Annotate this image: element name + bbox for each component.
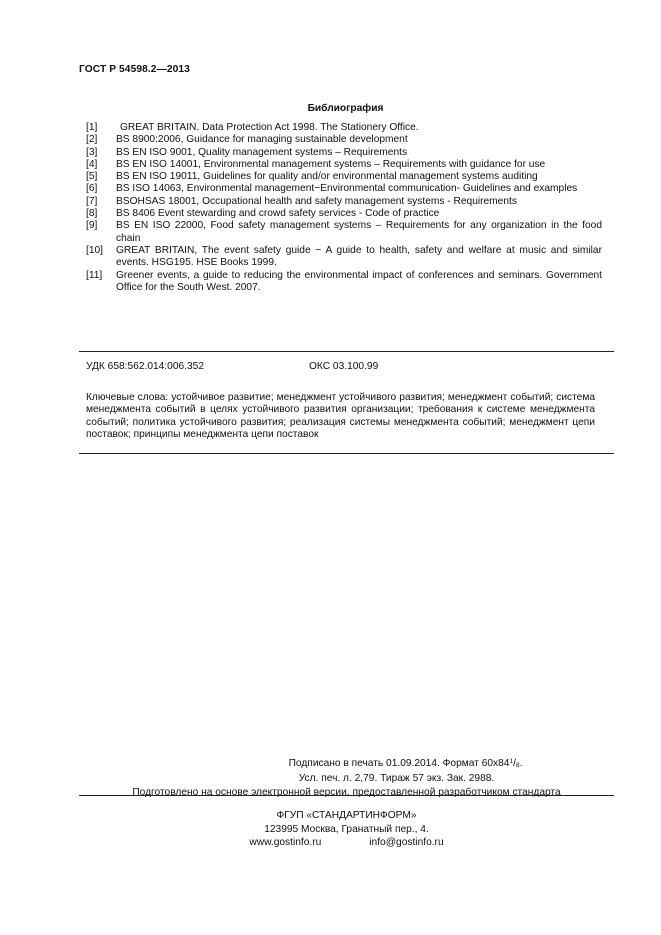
bibliography-item-number: [8]	[86, 208, 98, 220]
bibliography-item	[86, 134, 602, 146]
bibliography-item-text: BS ISO 14063, Environmental management−Environmental communication- Guidelines and examples	[116, 183, 578, 195]
bibliography-item-number: [5]	[86, 171, 98, 183]
imprint	[79, 755, 614, 799]
bibliography-item-text: GREAT BRITAIN. Data Protection Act 1998. The Stationery Office.	[120, 122, 419, 133]
bibliography-item-text: BS EN ISO 22000, Food safety management systems – Requirements for any organization in the food chain	[116, 220, 602, 244]
bibliography-item	[86, 147, 602, 159]
bibliography-item-text: BS 8900:2006, Guidance for managing sustainable development	[116, 134, 408, 146]
bibliography-item	[86, 183, 602, 195]
publisher-contacts	[79, 836, 614, 850]
print-info: Усл. печ. л. 2,79. Тираж 57 экз. Зак. 2988.	[298, 773, 495, 785]
bibliography-item-number: [2]	[86, 134, 98, 146]
publisher-name: ФГУП «СТАНДАРТИНФОРМ»	[276, 810, 417, 821]
oks-code: ОКС 03.100.99	[309, 361, 379, 372]
prepared-note: Подготовлено на основе электронной версии, предоставленной разработчиком стандарта	[132, 786, 561, 798]
bibliography-item	[86, 196, 602, 208]
bibliography-item	[86, 159, 602, 171]
bibliography-item-number: [1]	[86, 122, 98, 133]
bibliography-item-text: BS EN ISO 9001, Quality management systems – Requirements	[116, 146, 408, 158]
bibliography-item-number: [7]	[86, 195, 98, 207]
bibliography-item	[86, 245, 602, 270]
format-numerator: 1	[509, 758, 514, 765]
standard-code: ГОСТ Р 54598.2—2013	[79, 64, 190, 75]
website-link[interactable]: www.gostinfo.ru	[249, 837, 322, 848]
bibliography-item-number: [11]	[86, 269, 103, 281]
bibliography-list	[86, 122, 602, 294]
bibliography-item-text: BS EN ISO 19011, Guidelines for quality and/or environmental management systems auditing	[116, 171, 538, 183]
bibliography-title: Библиография	[307, 103, 384, 114]
bibliography-item-text: BS 8406 Event stewarding and crowd safety services - Code of practice	[116, 208, 440, 220]
bibliography-item-number: [3]	[86, 146, 98, 158]
bibliography-item	[86, 171, 602, 183]
bibliography-item-text: GREAT BRITAIN, The event safety guide − A guide to health, safety and welfare at music and similar events. HSG195. HSE Books 1999.	[116, 244, 602, 269]
bibliography-item-number: [10]	[86, 244, 103, 256]
bibliography-item	[86, 270, 602, 295]
bibliography-item-text: BSOHSAS 18001, Occupational health and safety management systems - Requirements	[116, 195, 517, 207]
imprint-divider	[79, 795, 614, 796]
bibliography-item-number: [4]	[86, 158, 98, 170]
bibliography-item-text: BS EN ISO 14001, Environmental management systems – Requirements with guidance for use	[116, 158, 546, 170]
bibliography-item	[86, 122, 602, 134]
signed-suffix: .	[519, 758, 523, 769]
bibliography-item	[86, 208, 602, 220]
signed-text: Подписано в печать 01.09.2014. Формат 60x84	[288, 758, 510, 769]
bottom-divider	[79, 453, 614, 454]
keywords: Ключевые слова: устойчивое развитие; менеджмент устойчивого развития; менеджмент событий; система менеджмента событий в целях устойчивого развития организации; требования к системе менеджмента событий; политика устойчивого развития; реализация системы менеджмента событий; менеджмент цепи поставок; принципы менеджмента цепи поставок	[86, 392, 595, 440]
udk-code: УДК 658:562.014:006.352	[86, 361, 204, 372]
top-divider	[79, 351, 614, 352]
signed-line: Подписано в печать 01.09.2014. Формат $60x84^1/_8$.	[288, 758, 523, 769]
format-denominator: 8	[515, 762, 520, 769]
publisher-address: 123995 Москва, Гранатный пер., 4.	[264, 823, 429, 835]
publisher-block	[79, 809, 614, 850]
bibliography-item	[86, 220, 602, 245]
bibliography-item-number: [9]	[86, 220, 98, 232]
bibliography-item-number: [6]	[86, 183, 98, 195]
bibliography-item-text: Greener events, a guide to reducing the environmental impact of conferences and seminars. Government Office for the South West. 2007.	[116, 269, 602, 293]
email-link[interactable]: info@gostinfo.ru	[369, 837, 444, 848]
